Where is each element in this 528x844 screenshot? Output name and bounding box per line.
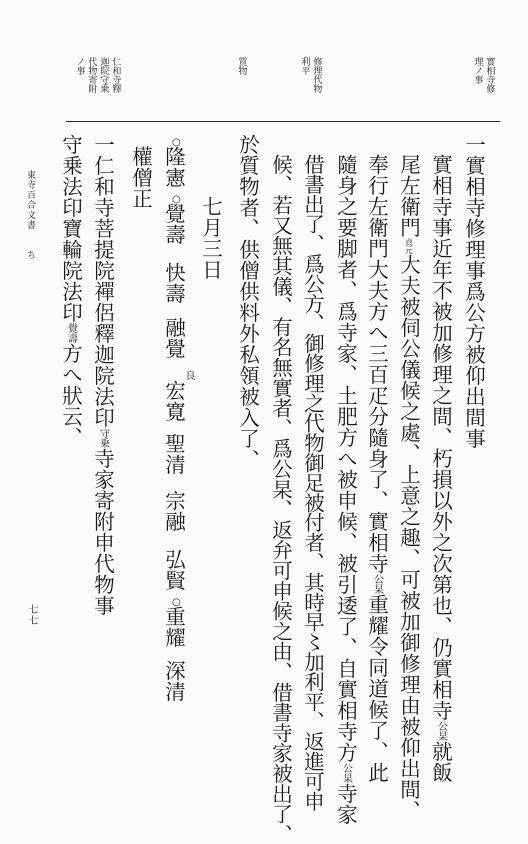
circle-mark-icon: ○ (172, 194, 181, 205)
monk-7: 宗融 (161, 490, 186, 532)
doc1-line-4 (335, 154, 356, 825)
doc1-line-7: 於質物者、供僧供料外私領被入了、 (235, 134, 260, 470)
running-head-item-2-line1: 修理代物 (311, 57, 322, 93)
monk-6: 聖清 (161, 433, 186, 475)
running-head-item-4-line2: 迦院守乗 (98, 57, 109, 93)
doc1-line-2 (398, 154, 419, 821)
collection-name: 東寺百合文書 (25, 170, 35, 230)
doc2-line-2-text-a: 守乗法印寶輪院法印 (58, 134, 83, 323)
circle-mark-icon: ○ (172, 137, 181, 148)
doc2-line-1-note: 守乗 (97, 428, 109, 448)
doc1-line-4-text-b: 寺家 (333, 783, 358, 825)
running-head-item-1-line2: 理ノ事 (472, 57, 483, 84)
doc2-line-1 (92, 134, 113, 616)
running-head-item-4-line1: 仁和寺釋 (110, 57, 121, 93)
doc1-line-2-text-b: 大夫被伺公儀候之處、上意之趣、可被加御修理由被仰出間、 (396, 254, 421, 821)
monk-9: 重耀 (161, 606, 186, 648)
running-head-item-4-line4: ノ事 (74, 57, 85, 75)
doc1-date: 七月三日 (198, 196, 223, 280)
running-head-item-4-line3: 代物寄附 (86, 57, 97, 93)
doc2-line-2-text-b: 方へ狀云、 (58, 343, 83, 448)
doc2-line-2-note: 覺壽 (65, 323, 77, 343)
doc1-line-1-text: 實相寺事近年不被加修理之間、朽損以外之次第也、仍實相寺 (428, 154, 453, 721)
doc1-line-1-note: 公杲 (435, 721, 447, 741)
monk-8: 弘賢 (161, 549, 186, 591)
doc2-line-1-text-b: 寺家寄附申代物事 (90, 448, 115, 616)
doc1-line-1-end: 就飯 (428, 741, 453, 783)
monk-4: 融覺 (161, 317, 186, 359)
doc1-line-3-note: 公杲 (371, 574, 383, 594)
doc1-line-4-note: 公杲 (340, 763, 352, 783)
monk-2: 覺壽 (161, 203, 186, 245)
monk-3: 快壽 (161, 262, 186, 304)
doc1-line-3-text-a: 奉行左衛門大夫方へ三百疋分隨身了、實相寺 (364, 154, 389, 574)
doc2-line-2 (60, 134, 81, 448)
volume-mark: ち (25, 250, 35, 260)
monk-5: 宏寛 (161, 380, 186, 422)
doc1-line-2-gloss: 貞元 (404, 238, 414, 254)
running-head-item-1-line1: 實相寺修 (484, 57, 495, 93)
doc1-line-6: 候、若又無其儀、有名無實者、爲公杲、返弁可申候之由、借書寺家被出了、 (268, 154, 293, 844)
monk-5-gloss: 良 (183, 370, 194, 380)
doc1-title: 一實相寺修理事爲公方被仰出間事 (461, 134, 486, 449)
running-head-item-2-line2: 利平 (299, 57, 310, 75)
doc1-line-3 (366, 154, 387, 783)
doc1-line-4-text-a: 隨身之要脚者、爲寺家、土肥方へ被申候、被引逶了、自實相寺方 (333, 154, 358, 763)
doc1-line-5: 借書出了、爲公方、御修理之代物御足被付者、其時早〻加利平、返進可申 (300, 154, 325, 811)
doc1-line-2-text-a: 尾左衛門 (396, 154, 421, 238)
doc1-line-1 (430, 154, 451, 783)
monk-1: 隆憲 (161, 146, 186, 188)
header-rule (66, 121, 500, 122)
doc2-line-1-text-a: 一仁和寺菩提院禪侶釋迦院法印 (90, 134, 115, 428)
running-head-item-3: 質物 (236, 57, 247, 75)
monk-10: 深清 (161, 660, 186, 702)
circle-mark-icon: ○ (172, 597, 181, 608)
monk-title: 權僧正 (128, 146, 153, 209)
doc1-line-3-text-b: 重耀令同道候了、此 (364, 594, 389, 783)
page-number: 七七 (26, 604, 37, 626)
